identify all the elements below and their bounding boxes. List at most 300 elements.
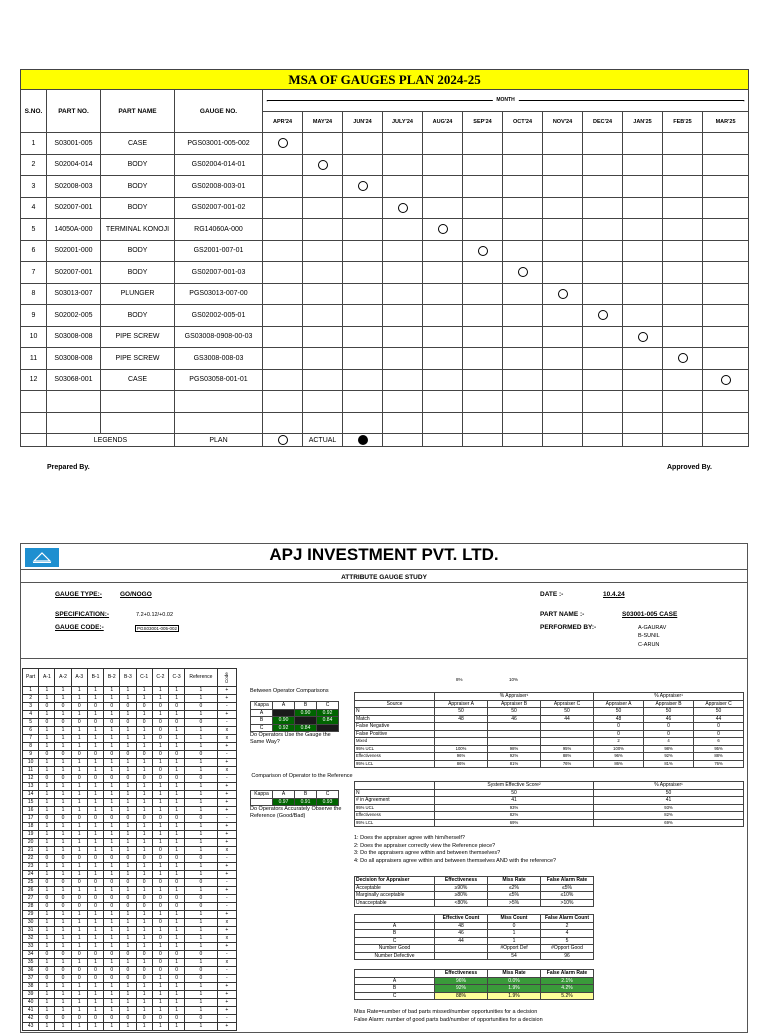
sys-cell: 50	[594, 789, 744, 797]
grid-cell: 0	[136, 703, 152, 711]
grid-cell: 1	[87, 871, 103, 879]
app-cell: 86%	[594, 760, 644, 768]
grid-cell: 0	[104, 719, 120, 727]
grid-cell: 1	[120, 799, 136, 807]
grid-cell: 1	[168, 943, 184, 951]
grid-cell: 1	[120, 919, 136, 927]
sys-row	[355, 819, 744, 827]
grid-cell: 1	[71, 863, 87, 871]
system-spacer	[355, 782, 435, 790]
app-cell: 88%	[694, 753, 744, 761]
counts-cell: 54	[488, 952, 541, 960]
app-cell: Mixed	[355, 738, 435, 746]
grid-cell: 1	[87, 687, 103, 695]
grid-cell: 12	[23, 775, 39, 783]
decision-table	[354, 876, 594, 907]
plan-gauge: GS02007-001-03	[175, 262, 263, 284]
plan-cell	[703, 133, 749, 155]
grid-cell: 0	[185, 951, 217, 959]
grid-row	[23, 927, 237, 935]
grid-cell: 0	[152, 951, 168, 959]
grid-cell: 19	[23, 831, 39, 839]
grid-cell: 0	[136, 951, 152, 959]
plan-cell	[583, 133, 623, 155]
kappa2-cell: 0.93	[317, 798, 339, 806]
plan-cell	[623, 262, 663, 284]
plan-cell	[463, 283, 503, 305]
plan-cell	[263, 262, 303, 284]
grid-cell: x	[217, 919, 236, 927]
grid-cell: -	[217, 903, 236, 911]
grid-cell: 1	[120, 1023, 136, 1031]
plan-cell	[663, 369, 703, 391]
grid-cell: 0	[136, 815, 152, 823]
sys-cell: 41	[594, 797, 744, 805]
grid-row	[23, 855, 237, 863]
grid-cell: 1	[39, 871, 55, 879]
grid-cell: 1	[87, 919, 103, 927]
counts-cell: 96	[541, 952, 594, 960]
grid-cell: 0	[120, 1015, 136, 1023]
grid-cell: 1	[185, 847, 217, 855]
grid-cell: 0	[185, 895, 217, 903]
gauge-code-label: GAUGE CODE:-	[55, 624, 104, 631]
kappa2-cell: B	[295, 791, 317, 799]
grid-cell: 1	[39, 839, 55, 847]
grid-cell: 0	[168, 719, 184, 727]
month-1: MAY'24	[303, 112, 343, 133]
performer-b: B-SUNIL	[638, 633, 660, 639]
plan-cell	[543, 305, 583, 327]
grid-cell: 1	[120, 887, 136, 895]
counts-cell: C	[355, 937, 435, 945]
grid-cell: 0	[55, 951, 71, 959]
plan-cell	[503, 176, 543, 198]
grid-cell: +	[217, 831, 236, 839]
plan-sno: 12	[21, 369, 47, 391]
grid-cell: 0	[39, 951, 55, 959]
plan-cell	[343, 305, 383, 327]
grid-cell: +	[217, 823, 236, 831]
grid-cell: 42	[23, 1015, 39, 1023]
grid-cell: 1	[168, 1023, 184, 1031]
grid-cell: 1	[152, 863, 168, 871]
grid-cell: 1	[120, 767, 136, 775]
grid-cell: 0	[185, 751, 217, 759]
grid-cell: 1	[185, 767, 217, 775]
app-cell: 81%	[488, 760, 541, 768]
grid-cell: 1	[87, 887, 103, 895]
grid-cell: 0	[39, 967, 55, 975]
grid-cell: 1	[87, 1023, 103, 1031]
grid-cell: 0	[185, 815, 217, 823]
grid-cell: 1	[104, 767, 120, 775]
system-head-row	[355, 782, 744, 790]
plan-sno: 8	[21, 283, 47, 305]
plan-cell	[263, 176, 303, 198]
grid-cell: 0	[104, 967, 120, 975]
rates-cell: 4.2%	[541, 985, 594, 993]
grid-cell: 29	[23, 911, 39, 919]
plan-cell	[623, 348, 663, 370]
grid-cell: 1	[185, 735, 217, 743]
grid-cell: +	[217, 783, 236, 791]
grid-cell: 1	[55, 911, 71, 919]
app-cell: 48	[594, 715, 644, 723]
plan-cell	[583, 326, 623, 348]
grid-cell: 1	[55, 991, 71, 999]
rates-row	[355, 970, 594, 978]
rates-cell: False Alarm Rate	[541, 970, 594, 978]
plan-cell	[583, 154, 623, 176]
grid-cell: 1	[168, 743, 184, 751]
false-alarm-note: False Alarm: number of good parts bad/number of opportunities for a decision	[354, 1017, 543, 1023]
grid-cell: 1	[168, 919, 184, 927]
grid-cell: 1	[39, 743, 55, 751]
plan-cell	[703, 219, 749, 241]
grid-cell: +	[217, 871, 236, 879]
app-cell: 46	[644, 715, 694, 723]
plan-gauge: PGS03001-005-002	[175, 133, 263, 155]
app-row	[355, 745, 744, 753]
grid-cell: 0	[136, 975, 152, 983]
grid-cell: 1	[39, 847, 55, 855]
app-cell: 76%	[694, 760, 744, 768]
plan-cell	[463, 305, 503, 327]
grid-cell: -	[217, 895, 236, 903]
grid-cell: 1	[87, 991, 103, 999]
plan-cell	[263, 305, 303, 327]
app-cell: 44	[541, 715, 594, 723]
grid-cell: +	[217, 999, 236, 1007]
question-1: 1: Does the appraiser agree with him/herself?	[354, 835, 465, 841]
grid-cell: 1	[71, 887, 87, 895]
grid-cell: 1	[71, 839, 87, 847]
counts-cell: 5	[541, 937, 594, 945]
grid-cell: 1	[120, 807, 136, 815]
plan-cell	[423, 305, 463, 327]
grid-cell: 1	[87, 759, 103, 767]
grid-cell: 1	[104, 823, 120, 831]
grid-cell: 1	[168, 799, 184, 807]
grid-cell: +	[217, 983, 236, 991]
grid-cell: 0	[55, 703, 71, 711]
plan-cell	[543, 133, 583, 155]
grid-cell: 39	[23, 991, 39, 999]
grid-cell: 0	[152, 935, 168, 943]
gauge-type-label: GAUGE TYPE:-	[55, 591, 102, 598]
sno-header: S.NO.	[21, 90, 47, 133]
grid-cell: 0	[104, 951, 120, 959]
app-cell: 50	[694, 708, 744, 716]
grid-cell: 1	[168, 847, 184, 855]
grid-cell: 1	[120, 727, 136, 735]
plan-cell	[383, 219, 423, 241]
plan-cell	[503, 133, 543, 155]
plan-cell	[263, 154, 303, 176]
grid-cell: 1	[55, 831, 71, 839]
grid-cell: 1	[104, 759, 120, 767]
plan-sno: 4	[21, 197, 47, 219]
app-cell: Appraiser B	[644, 700, 694, 708]
grid-cell: 0	[185, 903, 217, 911]
month-11: MAR'25	[703, 112, 749, 133]
actual-dot-icon	[358, 435, 368, 445]
grid-row	[23, 719, 237, 727]
plan-cell	[423, 176, 463, 198]
plan-cell	[383, 348, 423, 370]
kappa1-cell	[317, 724, 339, 732]
plan-row	[21, 326, 749, 348]
grid-cell: 1	[152, 711, 168, 719]
plan-row	[21, 219, 749, 241]
app-cell: 0	[594, 723, 644, 731]
grid-cell: 1	[71, 791, 87, 799]
grid-cell: 38	[23, 983, 39, 991]
grid-cell: 1	[87, 727, 103, 735]
app-cell: 50	[541, 708, 594, 716]
app-cell: 0	[694, 723, 744, 731]
grid-cell: 18	[23, 823, 39, 831]
plan-part-name: PIPE SCREW	[101, 348, 175, 370]
grid-cell: 1	[136, 919, 152, 927]
grid-cell: +	[217, 887, 236, 895]
appraiser-spacer	[355, 693, 435, 701]
grid-cell: 0	[71, 775, 87, 783]
grid-cell: 1	[152, 991, 168, 999]
grid-cell: 1	[39, 767, 55, 775]
grid-cell: -	[217, 703, 236, 711]
grid-cell: 0	[168, 815, 184, 823]
grid-cell: 2	[23, 695, 39, 703]
grid-cell: 0	[152, 775, 168, 783]
grid-cell: 0	[152, 719, 168, 727]
plan-cell	[303, 133, 343, 155]
compare-reference-title: Comparison of Operator to the Reference	[251, 773, 353, 779]
app-cell	[488, 738, 541, 746]
grid-cell: 0	[71, 719, 87, 727]
legend-actual-label: ACTUAL	[303, 434, 343, 447]
plan-cell	[263, 283, 303, 305]
plan-gauge: PGS03013-007-00	[175, 283, 263, 305]
plan-circle-icon	[438, 224, 448, 234]
app-cell: 48	[435, 715, 488, 723]
question-3: 3: Do the appraisers agree within and between themselves?	[354, 850, 501, 856]
grid-cell: 1	[136, 759, 152, 767]
counts-cell: Miss Count	[488, 915, 541, 923]
grid-cell: 1	[71, 943, 87, 951]
counts-cell	[435, 945, 488, 953]
grid-row	[23, 879, 237, 887]
grid-cell: 1	[71, 767, 87, 775]
plan-cell	[663, 219, 703, 241]
grid-cell: 0	[120, 951, 136, 959]
grid-cell: 1	[87, 711, 103, 719]
decision-row	[355, 884, 594, 892]
plan-cell	[663, 305, 703, 327]
grid-cell: 0	[39, 775, 55, 783]
grid-cell: 1	[87, 935, 103, 943]
plan-cell	[383, 240, 423, 262]
kappa1-cell: A	[251, 709, 273, 717]
grid-cell: 0	[104, 879, 120, 887]
plan-circle-icon	[638, 332, 648, 342]
grid-cell: +	[217, 943, 236, 951]
grid-cell: 1	[104, 687, 120, 695]
plan-row	[21, 240, 749, 262]
grid-cell: 0	[136, 855, 152, 863]
grid-cell: +	[217, 695, 236, 703]
plan-cell	[663, 154, 703, 176]
plan-cell	[503, 240, 543, 262]
grid-cell: 35	[23, 959, 39, 967]
grid-cell: 1	[136, 743, 152, 751]
grid-cell: 1	[168, 831, 184, 839]
grid-cell: 0	[87, 751, 103, 759]
counts-cell: 46	[435, 930, 488, 938]
app-cell: Match	[355, 715, 435, 723]
plan-cell	[463, 197, 503, 219]
plan-cell	[663, 197, 703, 219]
sys-cell: # in Agreement	[355, 797, 435, 805]
grid-cell: 1	[152, 807, 168, 815]
grid-cell: 0	[87, 967, 103, 975]
grid-cell: 1	[185, 991, 217, 999]
plan-part-no: S03008-008	[47, 348, 101, 370]
grid-cell: 1	[55, 927, 71, 935]
grid-cell: 1	[87, 823, 103, 831]
grid-cell: 0	[152, 727, 168, 735]
grid-cell: 1	[55, 743, 71, 751]
grid-row	[23, 967, 237, 975]
grid-header: Code	[217, 669, 236, 687]
plan-cell	[623, 283, 663, 305]
grid-cell: 1	[136, 991, 152, 999]
plan-cell	[663, 326, 703, 348]
decision-row	[355, 877, 594, 885]
grid-cell: 0	[39, 719, 55, 727]
grid-cell: 3	[23, 703, 39, 711]
grid-cell: 1	[55, 687, 71, 695]
decision-cell: >10%	[541, 899, 594, 907]
plan-cell	[463, 240, 503, 262]
plan-cell	[343, 240, 383, 262]
grid-cell: 0	[71, 951, 87, 959]
grid-cell: 0	[168, 903, 184, 911]
grid-cell: 1	[168, 839, 184, 847]
plan-cell	[263, 133, 303, 155]
grid-cell: 4	[23, 711, 39, 719]
grid-row	[23, 991, 237, 999]
grid-cell: 1	[152, 975, 168, 983]
plan-cell	[503, 348, 543, 370]
grid-cell: 1	[120, 735, 136, 743]
kappa1-cell: 0.92	[273, 724, 295, 732]
grid-cell: 1	[87, 927, 103, 935]
plan-cell	[463, 348, 503, 370]
grid-cell: 1	[185, 927, 217, 935]
rates-row	[355, 985, 594, 993]
grid-cell: -	[217, 967, 236, 975]
grid-cell: 1	[120, 871, 136, 879]
plan-cell	[463, 133, 503, 155]
grid-cell: 0	[185, 975, 217, 983]
counts-cell: Number Good	[355, 945, 435, 953]
grid-cell: 0	[71, 975, 87, 983]
plan-cell	[383, 133, 423, 155]
grid-cell: 0	[71, 751, 87, 759]
sys-cell: 95% LCL	[355, 819, 435, 827]
system-head-pct: % Appraiser¹	[594, 782, 744, 790]
grid-cell: 0	[152, 879, 168, 887]
date-label: DATE :-	[540, 591, 564, 598]
grid-cell: 1	[71, 687, 87, 695]
plan-cell	[383, 369, 423, 391]
grid-cell: 0	[185, 775, 217, 783]
grid-cell: 1	[71, 999, 87, 1007]
grid-cell: 1	[168, 823, 184, 831]
plan-cell	[623, 219, 663, 241]
same-way-question: Do Operators Use the Gauge the Same Way?	[250, 732, 331, 745]
counts-row	[355, 930, 594, 938]
grid-cell: 1	[152, 871, 168, 879]
grid-cell: 1	[136, 863, 152, 871]
grid-cell: 1	[168, 927, 184, 935]
grid-cell: 1	[55, 711, 71, 719]
app-row	[355, 753, 744, 761]
grid-cell: 1	[136, 735, 152, 743]
counts-row	[355, 915, 594, 923]
grid-cell: 1	[71, 823, 87, 831]
plan-cell	[623, 326, 663, 348]
sys-cell: 82%	[594, 812, 744, 820]
kappa2-row	[251, 791, 339, 799]
plan-cell	[703, 262, 749, 284]
sys-cell: 41	[435, 797, 594, 805]
grid-cell: +	[217, 743, 236, 751]
decision-cell: ≥80%	[435, 892, 488, 900]
plan-cell	[543, 154, 583, 176]
grid-row	[23, 823, 237, 831]
grid-cell: 1	[168, 1007, 184, 1015]
grid-cell: 6	[23, 727, 39, 735]
grid-cell: 0	[55, 719, 71, 727]
questions-list	[354, 835, 744, 865]
grid-cell: -	[217, 775, 236, 783]
grid-cell: 0	[104, 1015, 120, 1023]
grid-cell: 1	[120, 711, 136, 719]
kappa1-cell: C	[317, 702, 339, 710]
plan-cell	[263, 326, 303, 348]
grid-cell: 1	[39, 735, 55, 743]
grid-cell: 1	[120, 783, 136, 791]
month-3: JULY'24	[383, 112, 423, 133]
study-subtitle: ATTRIBUTE GAUGE STUDY	[341, 574, 427, 581]
rates-row	[355, 992, 594, 1000]
grid-cell: 1	[39, 927, 55, 935]
performer-c: C-ARUN	[638, 642, 660, 648]
grid-cell: 1	[39, 831, 55, 839]
plan-gauge: PGS03058-001-01	[175, 369, 263, 391]
grid-cell: 1	[120, 943, 136, 951]
app-cell: Appraiser C	[541, 700, 594, 708]
app-cell: False Positive	[355, 730, 435, 738]
plan-part-no: S02002-005	[47, 305, 101, 327]
plan-cell	[303, 369, 343, 391]
grid-cell: 36	[23, 967, 39, 975]
grid-cell: 1	[185, 831, 217, 839]
kappa1-cell: B	[251, 717, 273, 725]
